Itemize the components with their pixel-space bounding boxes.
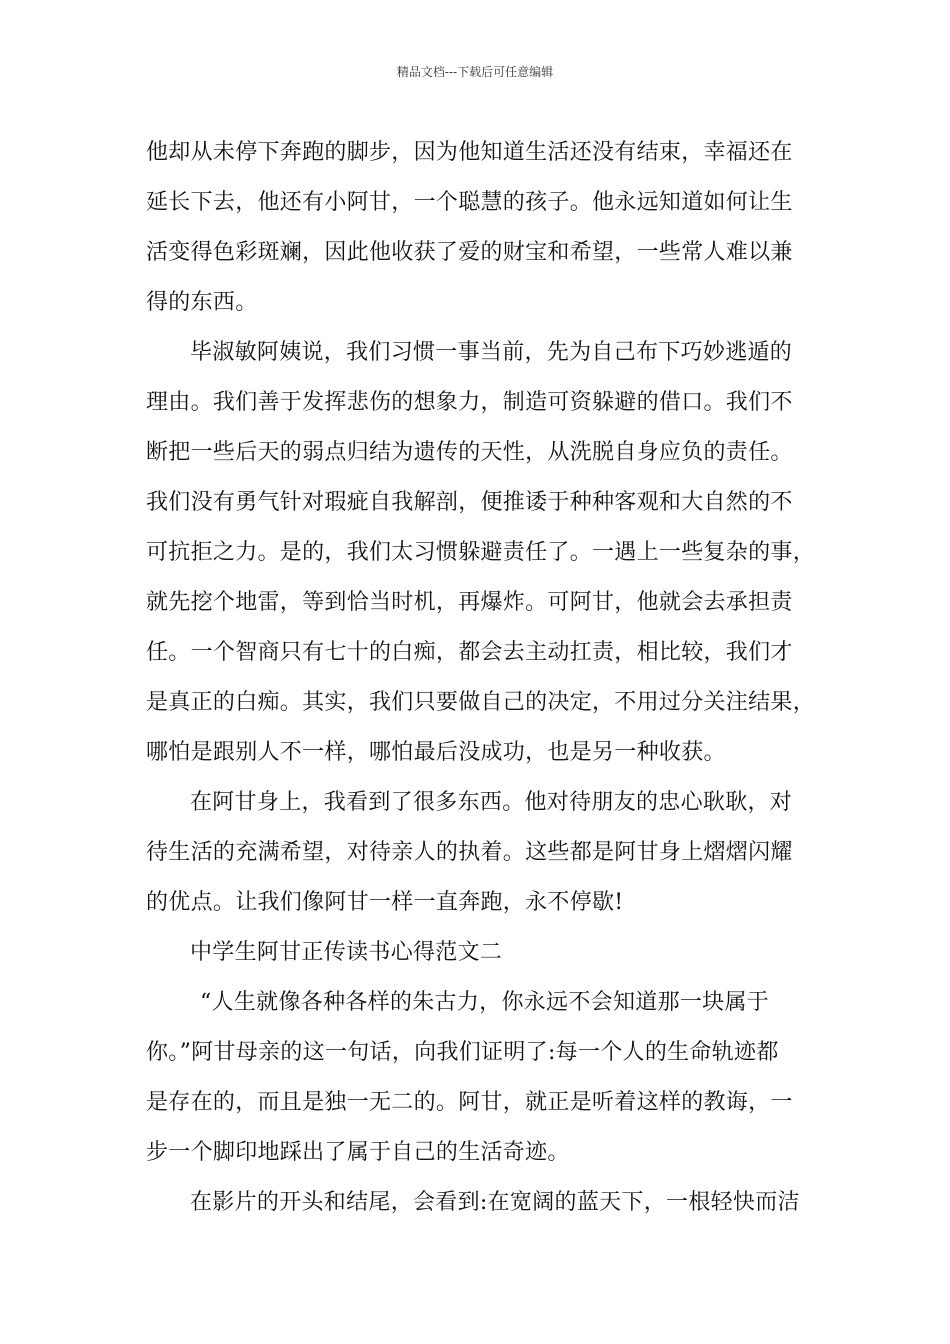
text-line: 是存在的，而且是独一无二的。阿甘，就正是听着这样的教诲，一 [146, 1090, 793, 1115]
text-line: 哪怕是跟别人不一样，哪怕最后没成功，也是另一种收获。 [146, 740, 726, 765]
text-line: 步一个脚印地踩出了属于自己的生活奇迹。 [146, 1140, 570, 1165]
text-line: 活变得色彩斑斓，因此他收获了爱的财宝和希望，一些常人难以兼 [146, 240, 793, 265]
text-line: 他却从未停下奔跑的脚步，因为他知道生活还没有结束，幸福还在 [146, 140, 793, 165]
section-heading: 中学生阿甘正传读书心得范文二 [190, 940, 503, 965]
paragraph-start-line: 在影片的开头和结尾，会看到:在宽阔的蓝天下，一根轻快而洁 [190, 1190, 800, 1215]
paragraph-start-line: “人生就像各种各样的朱古力，你永远不会知道那一块属于 [200, 990, 770, 1015]
text-line: 延长下去，他还有小阿甘，一个聪慧的孩子。他永远知道如何让生 [146, 190, 793, 215]
text-line: 断把一些后天的弱点归结为遗传的天性，从洗脱自身应负的责任。 [146, 440, 793, 465]
text-line: 可抗拒之力。是的，我们太习惯躲避责任了。一遇上一些复杂的事， [146, 540, 816, 565]
paragraph-start-line: 毕淑敏阿姨说，我们习惯一事当前，先为自己布下巧妙逃遁的 [190, 340, 793, 365]
paragraph-start-line: 在阿甘身上，我看到了很多东西。他对待朋友的忠心耿耿，对 [190, 790, 793, 815]
text-line: 是真正的白痴。其实，我们只要做自己的决定，不用过分关注结果， [146, 690, 816, 715]
text-line: 我们没有勇气针对瑕疵自我解剖，便推诿于种种客观和大自然的不 [146, 490, 793, 515]
text-line: 任。一个智商只有七十的白痴，都会去主动扛责，相比较，我们才 [146, 640, 793, 665]
text-line: 就先挖个地雷，等到恰当时机，再爆炸。可阿甘，他就会去承担责 [146, 590, 793, 615]
text-line: 待生活的充满希望，对待亲人的执着。这些都是阿甘身上熠熠闪耀 [146, 840, 793, 865]
page-header: 精品文档---下载后可任意编辑 [396, 65, 554, 79]
text-line: 理由。我们善于发挥悲伤的想象力，制造可资躲避的借口。我们不 [146, 390, 793, 415]
text-line: 得的东西。 [146, 290, 258, 315]
text-line: 的优点。让我们像阿甘一样一直奔跑，永不停歇! [146, 890, 624, 915]
text-line: 你。”阿甘母亲的这一句话，向我们证明了:每一个人的生命轨迹都 [146, 1040, 779, 1065]
